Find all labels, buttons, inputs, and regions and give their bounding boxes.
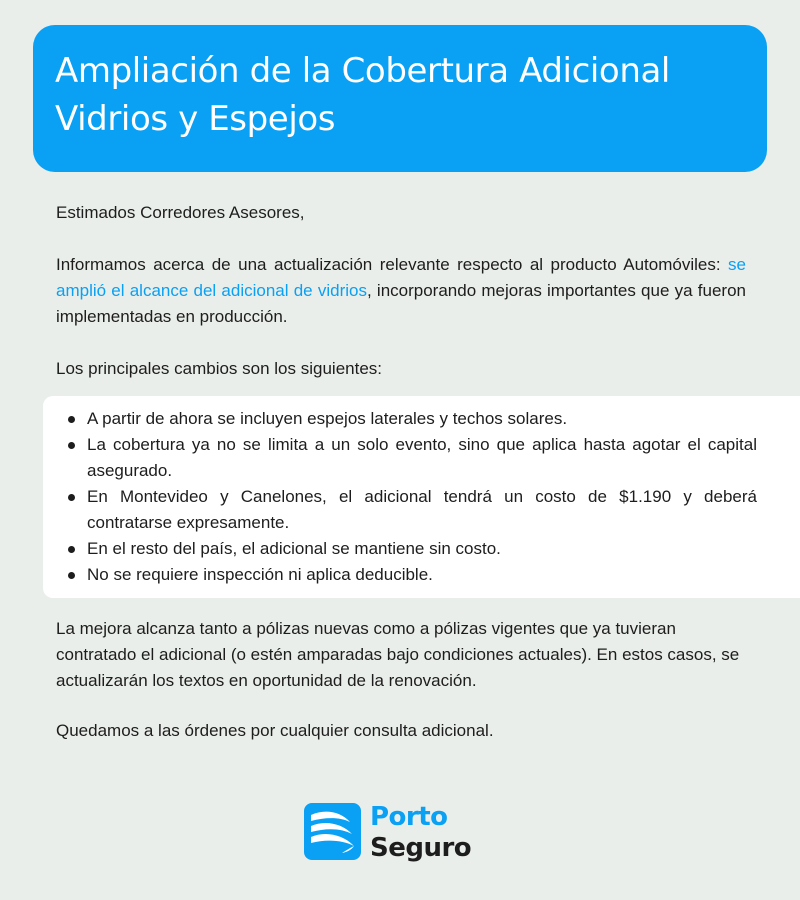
closing-text: Quedamos a las órdenes por cualquier consulta adicional. — [56, 721, 494, 740]
page-title — [55, 47, 743, 143]
bullet-icon — [68, 494, 75, 501]
vidrios-coverage-link[interactable]: se amplió el alcance del adicional de vidrios — [56, 255, 746, 300]
list-item — [67, 484, 757, 536]
bullet-icon — [68, 416, 75, 423]
intro-text-start: Informamos acerca de una actualización relevante respecto al producto Automóviles: — [56, 255, 729, 274]
list-item-text: A partir de ahora se incluyen espejos laterales y techos solares. — [87, 409, 568, 428]
changes-list — [67, 406, 757, 588]
changes-intro: Los principales cambios son los siguientes: — [56, 359, 383, 378]
scope-paragraph: La mejora alcanza tanto a pólizas nuevas como a pólizas vigentes que ya tuvieran contratado el adicional (o estén amparadas bajo condiciones actuales). En estos casos, se actualizarán los textos en oportunidad de la renovación. — [56, 619, 740, 690]
intro-text-end: , incorporando mejoras importantes que ya fueron implementadas en producción. — [56, 281, 746, 326]
list-item-text: En Montevideo y Canelones, el adicional tendrá un costo de $1.190 y deberá contratarse expresamente. — [87, 487, 757, 532]
list-item — [67, 562, 757, 588]
list-item — [67, 432, 757, 484]
list-item — [67, 406, 757, 432]
intro-paragraph — [56, 252, 746, 330]
page-title-line-2: Vidrios y Espejos — [55, 99, 336, 139]
list-item-text: La cobertura ya no se limita a un solo evento, sino que aplica hasta agotar el capital asegurado. — [87, 435, 757, 480]
porto-seguro-sails-icon — [304, 803, 361, 860]
porto-seguro-logo — [304, 803, 504, 867]
bullet-icon — [68, 572, 75, 579]
list-item-text: En el resto del país, el adicional se mantiene sin costo. — [87, 539, 501, 558]
logo-text-seguro: Seguro — [370, 833, 472, 863]
changes-panel — [43, 396, 800, 598]
logo-text-porto: Porto — [370, 802, 448, 832]
bullet-icon — [68, 546, 75, 553]
list-item — [67, 536, 757, 562]
bullet-icon — [68, 442, 75, 449]
list-item-text: No se requiere inspección ni aplica deducible. — [87, 565, 433, 584]
title-banner — [33, 25, 767, 172]
greeting: Estimados Corredores Asesores, — [56, 203, 305, 222]
page-title-line-1: Ampliación de la Cobertura Adicional — [55, 51, 670, 91]
